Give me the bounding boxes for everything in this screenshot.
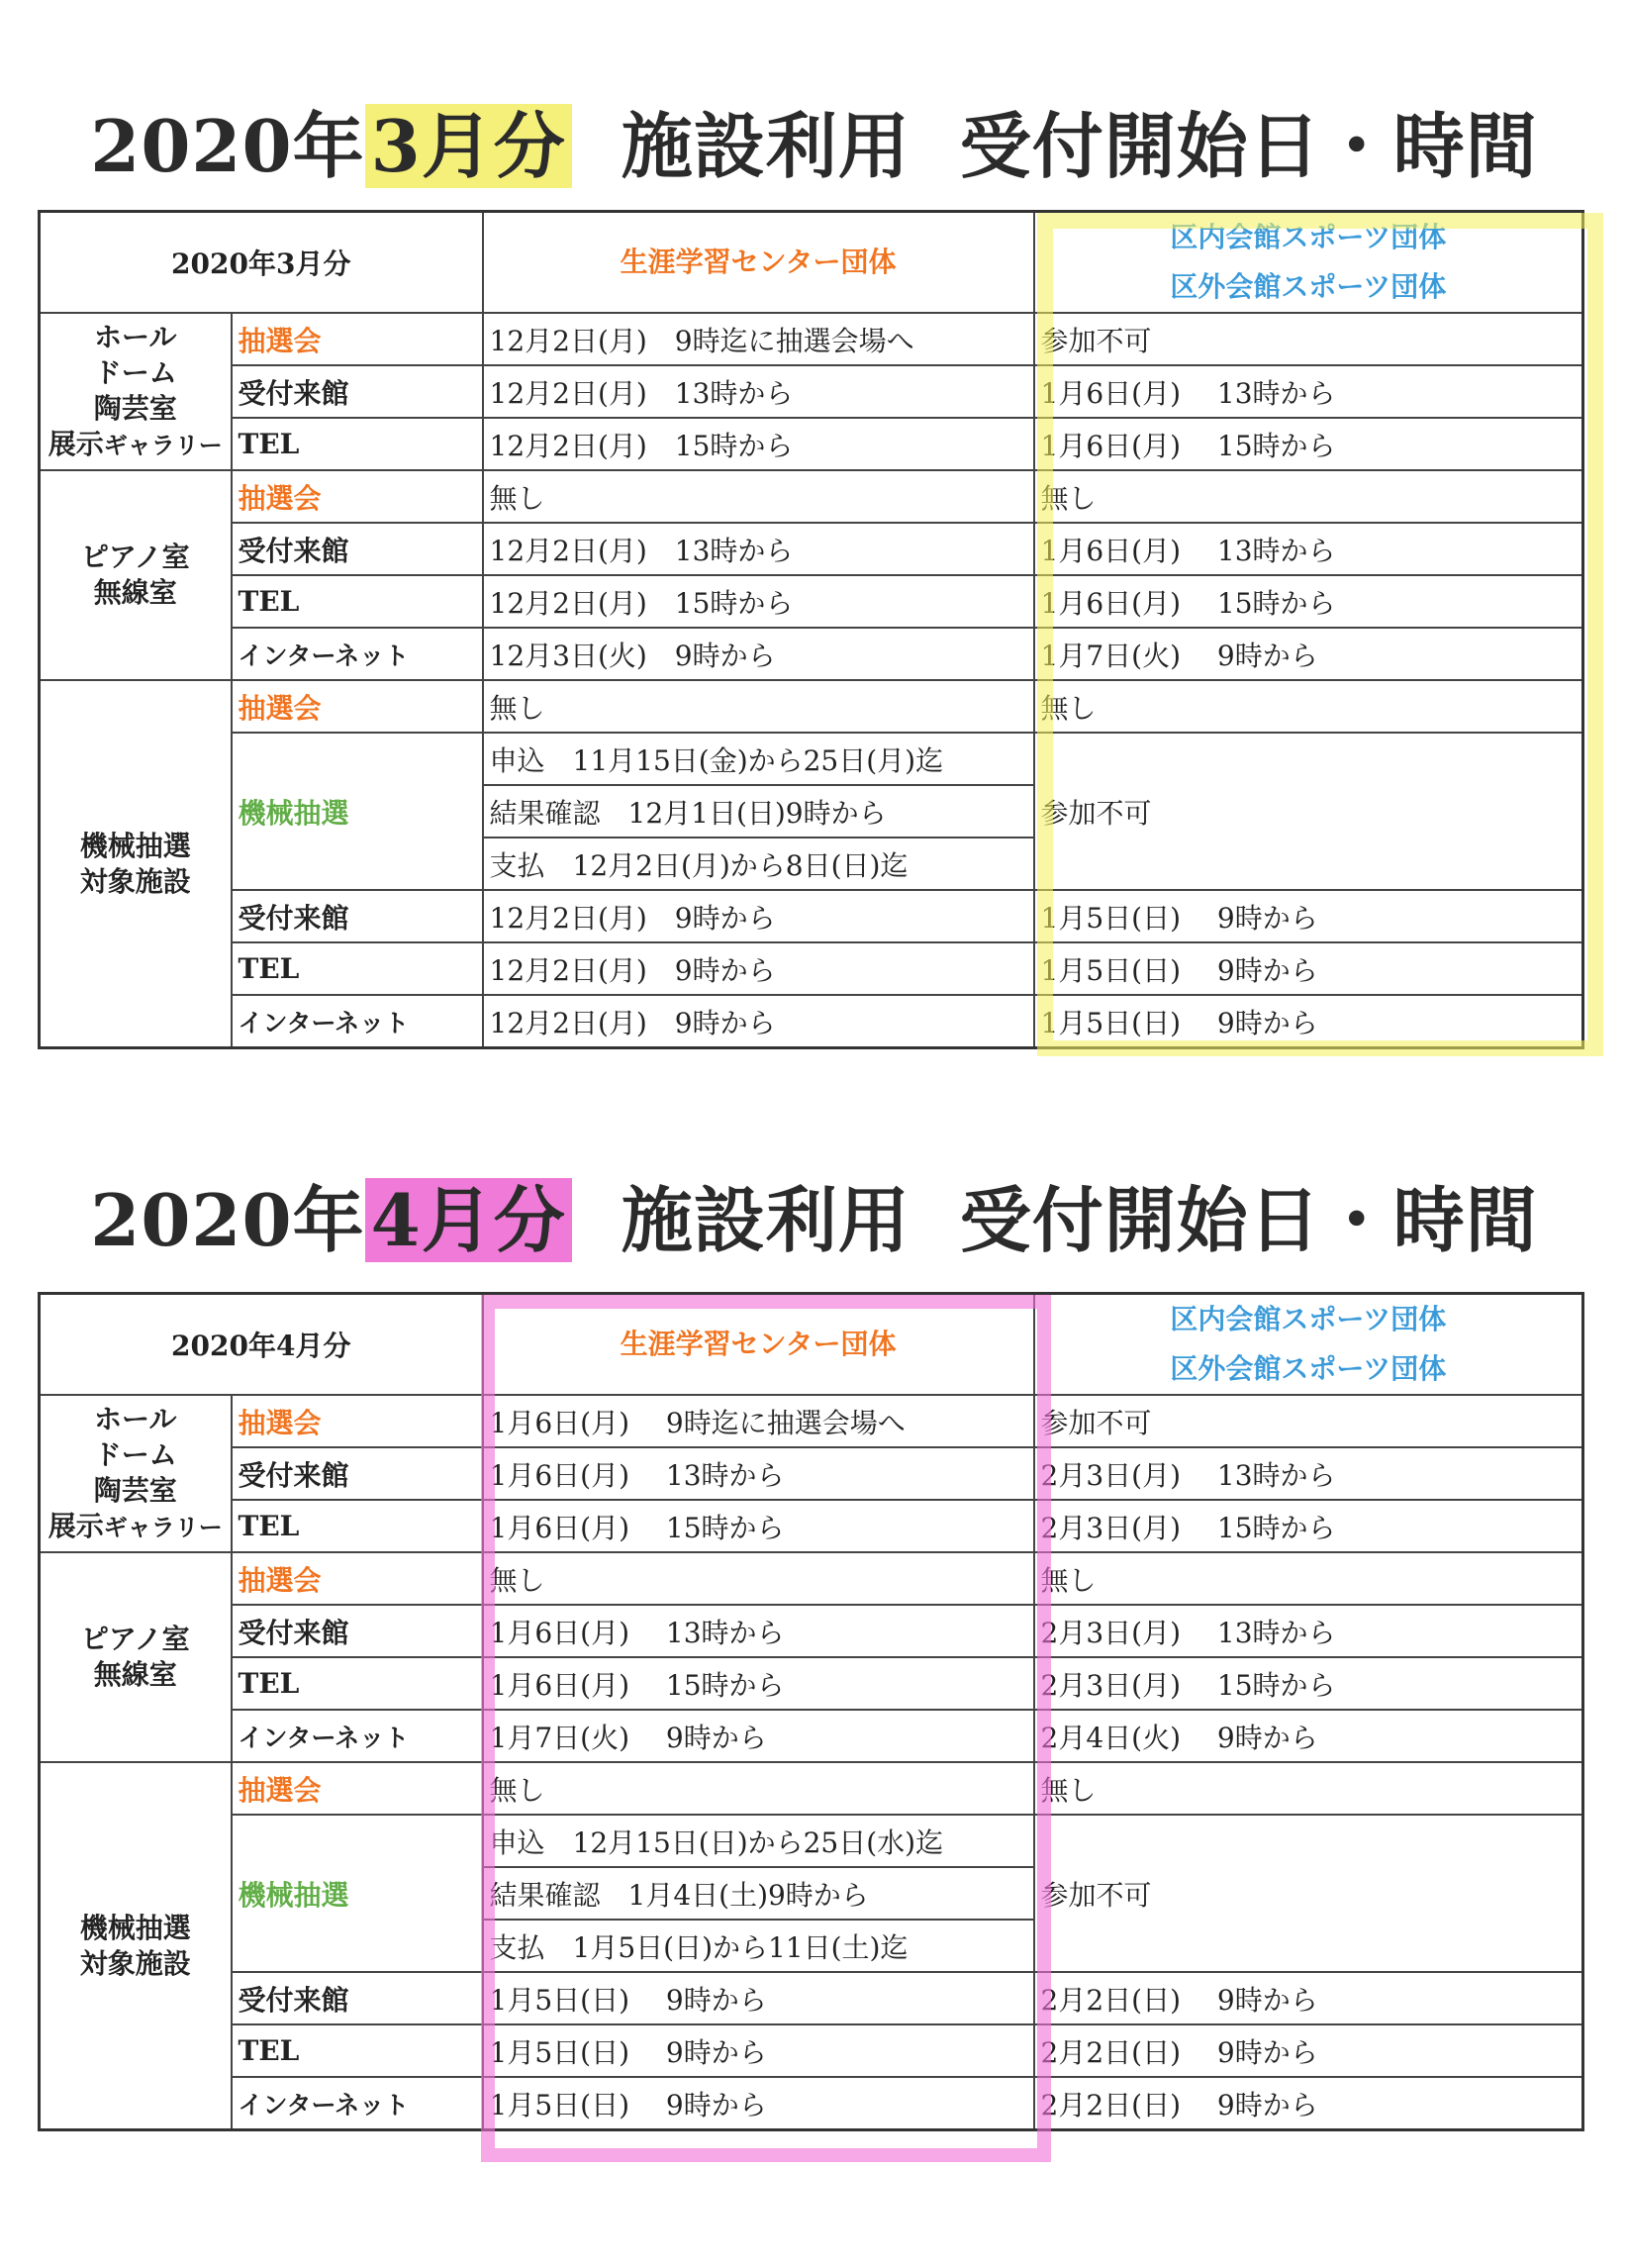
header-sports-groups <box>1034 1294 1583 1396</box>
facility-line <box>47 1509 225 1545</box>
title-suffix: 受付開始日・時間 <box>959 1178 1538 1262</box>
facility-line: 対象施設 <box>79 1946 191 1980</box>
table-row <box>40 1395 1583 1447</box>
sports-value: 1月6日(月) 15時から <box>1034 575 1583 628</box>
header-sports-inner: 区内会館スポーツ団体 <box>1170 221 1447 253</box>
table-row <box>40 2024 1583 2077</box>
method-label: インターネット <box>232 628 483 680</box>
lifelong-value: 12月3日(火) 9時から <box>483 628 1034 680</box>
sports-value: 1月6日(月) 13時から <box>1034 523 1583 575</box>
lifelong-value: 無し <box>483 680 1034 733</box>
method-label: TEL <box>232 1500 483 1552</box>
facility-line-main: 展示 <box>48 1510 104 1542</box>
method-label: インターネット <box>232 995 483 1048</box>
table-row <box>40 2077 1583 2130</box>
method-label-machine: 機械抽選 <box>232 733 483 890</box>
facility-line-small: ギャラリー <box>103 1513 223 1541</box>
lifelong-value: 12月2日(月) 15時から <box>483 575 1034 628</box>
sports-value: 参加不可 <box>1034 313 1583 365</box>
lifelong-value: 1月6日(月) 13時から <box>483 1447 1034 1500</box>
method-label: 受付来館 <box>232 890 483 942</box>
facility-line: ホール <box>94 1403 177 1435</box>
table-row <box>40 575 1583 628</box>
facility-hall-dome <box>40 1395 232 1552</box>
table-row <box>40 1972 1583 2024</box>
section-title-march <box>0 89 1628 192</box>
machine-payment: 支払 1月5日(日)から11日(土)迄 <box>483 1920 1034 1972</box>
machine-apply: 申込 12月15日(日)から25日(水)迄 <box>483 1815 1034 1867</box>
facility-line-main: 展示 <box>48 428 104 460</box>
sports-value: 2月3日(月) 13時から <box>1034 1605 1583 1657</box>
header-month: 2020年4月分 <box>40 1294 483 1396</box>
sports-value: 1月7日(火) 9時から <box>1034 628 1583 680</box>
facility-line: 無線室 <box>93 576 177 609</box>
sports-value: 2月4日(火) 9時から <box>1034 1710 1583 1762</box>
table-row <box>40 995 1583 1048</box>
sports-value: 2月3日(月) 15時から <box>1034 1500 1583 1552</box>
facility-line: 無線室 <box>93 1658 177 1691</box>
lifelong-value: 12月2日(月) 13時から <box>483 365 1034 418</box>
title-month-highlight: 3月分 <box>365 104 572 188</box>
method-label: 受付来館 <box>232 523 483 575</box>
lifelong-value: 12月2日(月) 9時から <box>483 995 1034 1048</box>
facility-line: 機械抽選 <box>79 829 191 862</box>
sports-value: 無し <box>1034 680 1583 733</box>
sports-value: 2月2日(日) 9時から <box>1034 2024 1583 2077</box>
method-label: TEL <box>232 2024 483 2077</box>
sports-value: 無し <box>1034 470 1583 523</box>
sports-value: 無し <box>1034 1762 1583 1815</box>
method-label: 受付来館 <box>232 1447 483 1500</box>
table-row <box>40 680 1583 733</box>
lifelong-value: 12月2日(月) 9時迄に抽選会場へ <box>483 313 1034 365</box>
sports-value: 1月6日(月) 13時から <box>1034 365 1583 418</box>
facility-line: 機械抽選 <box>79 1911 191 1944</box>
facility-line: ピアノ室 <box>80 541 190 573</box>
title-facility: 施設利用 <box>621 1178 910 1262</box>
lifelong-value: 1月7日(火) 9時から <box>483 1710 1034 1762</box>
sports-value: 2月3日(月) 13時から <box>1034 1447 1583 1500</box>
schedule-table-april <box>38 1292 1581 2131</box>
method-label: 抽選会 <box>232 313 483 365</box>
table-row <box>40 523 1583 575</box>
header-sports-inner: 区内会館スポーツ団体 <box>1170 1303 1447 1335</box>
facility-machine-lottery <box>40 1762 232 2130</box>
lifelong-value: 1月6日(月) 15時から <box>483 1657 1034 1710</box>
sports-value: 参加不可 <box>1034 1815 1583 1972</box>
lifelong-value: 無し <box>483 470 1034 523</box>
table-row <box>40 628 1583 680</box>
method-label: TEL <box>232 575 483 628</box>
method-label: 抽選会 <box>232 470 483 523</box>
table-header-row <box>40 212 1583 314</box>
table-row <box>40 1500 1583 1552</box>
facility-piano-radio <box>40 470 232 680</box>
table-header-row <box>40 1294 1583 1396</box>
method-label: インターネット <box>232 1710 483 1762</box>
method-label: TEL <box>232 942 483 995</box>
lifelong-value: 12月2日(月) 9時から <box>483 942 1034 995</box>
method-label: 受付来館 <box>232 1972 483 2024</box>
method-label: TEL <box>232 1657 483 1710</box>
sports-value: 2月3日(月) 15時から <box>1034 1657 1583 1710</box>
machine-payment: 支払 12月2日(月)から8日(日)迄 <box>483 838 1034 890</box>
section-title-april <box>0 1163 1628 1266</box>
table-row <box>40 365 1583 418</box>
sports-value: 1月5日(日) 9時から <box>1034 890 1583 942</box>
lifelong-value: 1月6日(月) 9時迄に抽選会場へ <box>483 1395 1034 1447</box>
table-row <box>40 890 1583 942</box>
sports-value: 2月2日(日) 9時から <box>1034 1972 1583 2024</box>
facility-line: ピアノ室 <box>80 1623 190 1655</box>
table-row <box>40 1552 1583 1605</box>
facility-machine-lottery <box>40 680 232 1048</box>
header-month: 2020年3月分 <box>40 212 483 314</box>
header-sports-outer: 区外会館スポーツ団体 <box>1170 270 1447 303</box>
title-suffix: 受付開始日・時間 <box>959 104 1538 188</box>
header-sports-groups <box>1034 212 1583 314</box>
table-row <box>40 1710 1583 1762</box>
table-row <box>40 1605 1583 1657</box>
sports-value: 2月2日(日) 9時から <box>1034 2077 1583 2130</box>
header-lifelong-learning-group: 生涯学習センター団体 <box>483 1294 1034 1396</box>
table-row <box>40 313 1583 365</box>
method-label: 抽選会 <box>232 680 483 733</box>
title-facility: 施設利用 <box>621 104 910 188</box>
machine-result: 結果確認 12月1日(日)9時から <box>483 785 1034 838</box>
sports-value: 参加不可 <box>1034 1395 1583 1447</box>
facility-line: 対象施設 <box>79 864 191 898</box>
method-label-machine: 機械抽選 <box>232 1815 483 1972</box>
sports-value: 参加不可 <box>1034 733 1583 890</box>
facility-piano-radio <box>40 1552 232 1762</box>
table-row <box>40 1815 1583 1867</box>
table-row <box>40 1447 1583 1500</box>
lifelong-value: 1月6日(月) 13時から <box>483 1605 1034 1657</box>
facility-line-small: ギャラリー <box>103 431 223 459</box>
sports-value: 1月5日(日) 9時から <box>1034 942 1583 995</box>
lifelong-value: 無し <box>483 1552 1034 1605</box>
sports-value: 無し <box>1034 1552 1583 1605</box>
facility-hall-dome <box>40 313 232 470</box>
method-label: 受付来館 <box>232 1605 483 1657</box>
title-year: 2020年 <box>90 104 365 188</box>
facility-line: ホール <box>94 321 177 353</box>
table-row <box>40 942 1583 995</box>
lifelong-value: 12月2日(月) 13時から <box>483 523 1034 575</box>
facility-line <box>47 427 225 463</box>
table-row <box>40 733 1583 785</box>
table-row <box>40 1762 1583 1815</box>
header-sports-outer: 区外会館スポーツ団体 <box>1170 1352 1447 1385</box>
machine-apply: 申込 11月15日(金)から25日(月)迄 <box>483 733 1034 785</box>
table-row <box>40 470 1583 523</box>
machine-result: 結果確認 1月4日(土)9時から <box>483 1867 1034 1920</box>
header-lifelong-learning-group: 生涯学習センター団体 <box>483 212 1034 314</box>
method-label: 抽選会 <box>232 1395 483 1447</box>
lifelong-value: 12月2日(月) 15時から <box>483 418 1034 470</box>
facility-line: 陶芸室 <box>93 392 177 425</box>
schedule-table-march <box>38 210 1581 1049</box>
table-row <box>40 1657 1583 1710</box>
lifelong-value: 1月6日(月) 15時から <box>483 1500 1034 1552</box>
lifelong-value: 12月2日(月) 9時から <box>483 890 1034 942</box>
lifelong-value: 1月5日(日) 9時から <box>483 2024 1034 2077</box>
lifelong-value: 1月5日(日) 9時から <box>483 2077 1034 2130</box>
title-year: 2020年 <box>90 1178 365 1262</box>
title-month-highlight: 4月分 <box>365 1178 572 1262</box>
method-label: 抽選会 <box>232 1552 483 1605</box>
sports-value: 1月5日(日) 9時から <box>1034 995 1583 1048</box>
lifelong-value: 1月5日(日) 9時から <box>483 1972 1034 2024</box>
method-label: インターネット <box>232 2077 483 2130</box>
facility-line: 陶芸室 <box>93 1474 177 1507</box>
lifelong-value: 無し <box>483 1762 1034 1815</box>
facility-line: ドーム <box>93 1438 177 1471</box>
method-label: 抽選会 <box>232 1762 483 1815</box>
sports-value: 1月6日(月) 15時から <box>1034 418 1583 470</box>
method-label: 受付来館 <box>232 365 483 418</box>
facility-line: ドーム <box>93 356 177 389</box>
method-label: TEL <box>232 418 483 470</box>
table-row <box>40 418 1583 470</box>
